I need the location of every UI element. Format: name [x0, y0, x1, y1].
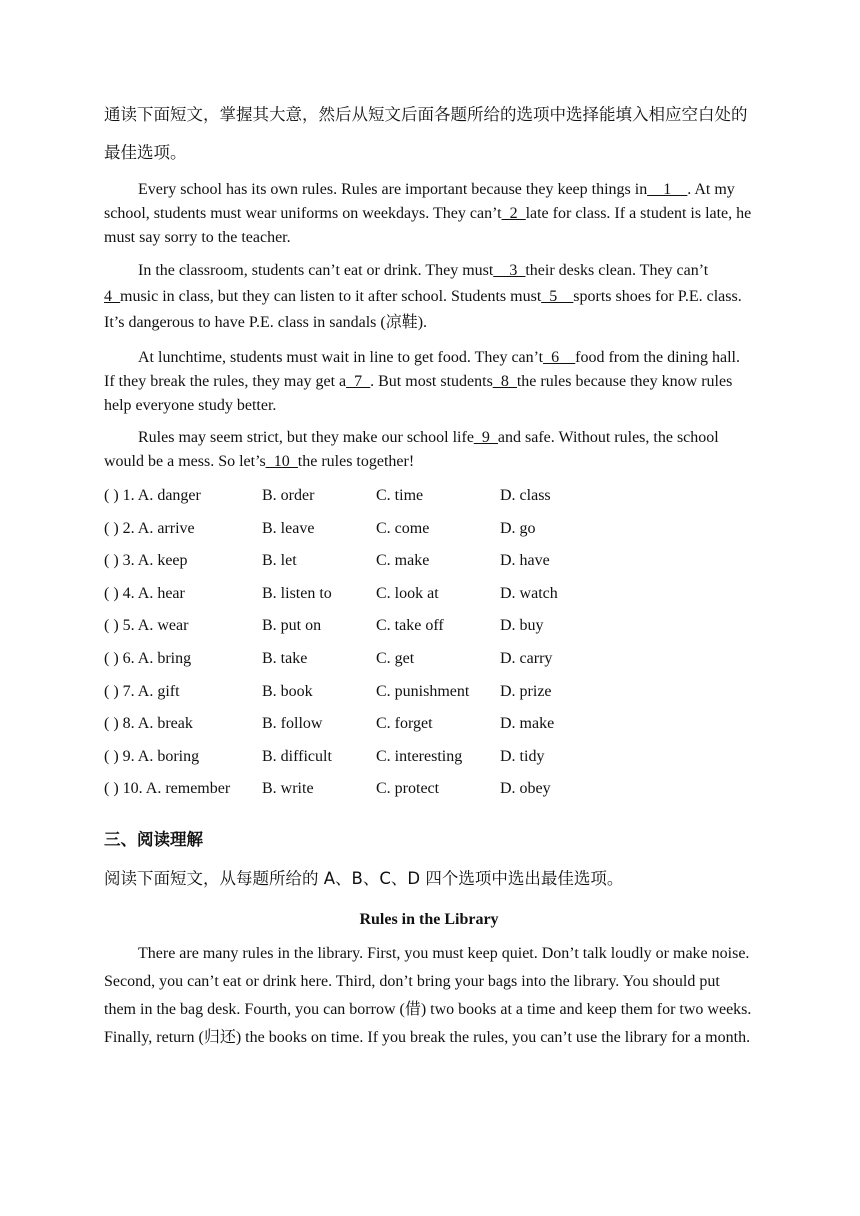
option-b: B. listen to: [262, 584, 332, 602]
option-a: ( ) 6. A. bring: [104, 649, 192, 667]
option-a: ( ) 2. A. arrive: [104, 519, 195, 537]
option-d: D. class: [500, 487, 551, 504]
option-d: D. tidy: [500, 747, 545, 765]
reading-passage: There are many rules in the library. First, you must keep quiet. Don’t talk loudly or make noise. Second, you can’t eat or drink here. Third, don’t bring your bags into the library. You should put them in the bag desk. Fourth, you can borrow (借) two books at a time and keep them for two weeks. Finally, return (归还) the books on time. If you break the rules, you can’t use the library for a month.: [104, 944, 752, 1046]
question-row: [104, 610, 754, 643]
option-b: B. order: [262, 487, 315, 504]
question-row: [104, 578, 754, 611]
option-b: B. book: [262, 682, 313, 700]
blank-9: _9_: [473, 429, 498, 446]
text: music in class, but they can listen to it after school. Students must: [120, 288, 542, 305]
option-b: B. take: [262, 649, 308, 667]
option-c: C. take off: [376, 617, 444, 635]
blank-1: __1__: [647, 181, 688, 198]
option-d: D. make: [500, 715, 555, 733]
option-c: C. make: [376, 552, 430, 570]
cloze-paragraph-3: [104, 346, 754, 418]
text: food from the dining hall. If they break the rules, they may get a: [104, 349, 740, 390]
option-a: ( ) 7. A. gift: [104, 682, 180, 700]
blank-5: _5__: [541, 288, 574, 305]
text: sports shoes for P.E. class. It’s dangerous to have P.E. class in sandals (凉鞋).: [104, 288, 742, 331]
option-d: D. carry: [500, 649, 553, 667]
reading-title: Rules in the Library: [359, 910, 499, 928]
option-a: ( ) 8. A. break: [104, 715, 193, 733]
cloze-instruction: 通读下面短文，掌握其大意，然后从短文后面各题所给的选项中选择能填入相应空白处的最佳选项。: [104, 105, 748, 162]
text: Every school has its own rules. Rules are important because they keep things in: [138, 181, 648, 198]
option-a: ( ) 5. A. wear: [104, 617, 189, 635]
reading-instruction: 阅读下面短文，从每题所给的 A、B、C、D 四个选项中选出最佳选项。: [104, 868, 624, 888]
option-a: ( ) 1. A. danger: [104, 487, 201, 504]
option-c: C. look at: [376, 584, 439, 602]
cloze-paragraph-4: [104, 426, 754, 474]
blank-10: _10_: [265, 453, 298, 470]
option-a: ( ) 3. A. keep: [104, 552, 188, 570]
option-b: B. difficult: [262, 747, 332, 765]
cloze-paragraph-1: [104, 178, 754, 250]
option-b: B. put on: [262, 617, 322, 635]
blank-4: 4_: [104, 288, 120, 305]
question-row: [104, 643, 754, 676]
text: In the classroom, students can’t eat or drink. They must: [138, 262, 494, 279]
option-c: C. come: [376, 519, 430, 537]
text: their desks clean. They can’t: [525, 262, 709, 279]
option-d: D. have: [500, 552, 550, 570]
blank-6: _6__: [543, 349, 576, 366]
question-row: [104, 513, 754, 546]
option-c: C. get: [376, 649, 415, 667]
cloze-paragraph-2: [104, 258, 754, 336]
question-row: [104, 773, 754, 806]
option-a: ( ) 9. A. boring: [104, 747, 200, 765]
text: the rules because they know rules help everyone study better.: [104, 373, 733, 414]
blank-8: _8_: [492, 373, 517, 390]
text: late for class. If a student is late, he must say sorry to the teacher.: [104, 205, 752, 246]
option-c: C. forget: [376, 715, 433, 733]
text: Rules may seem strict, but they make our school life: [138, 429, 474, 446]
text: . At my school, students must wear uniforms on weekdays. They can’t: [104, 181, 735, 222]
option-d: D. prize: [500, 682, 552, 700]
option-a: ( ) 4. A. hear: [104, 584, 185, 602]
option-b: B. let: [262, 552, 297, 570]
option-a: ( ) 10. A. remember: [104, 780, 231, 798]
option-c: C. interesting: [376, 747, 463, 765]
question-row: [104, 676, 754, 709]
text: and safe. Without rules, the school would be a mess. So let’s: [104, 429, 719, 470]
question-row: [104, 545, 754, 578]
option-d: D. watch: [500, 584, 558, 602]
option-c: C. protect: [376, 780, 440, 798]
question-options: [104, 480, 754, 806]
blank-7: _7_: [346, 373, 371, 390]
section-heading: 三、阅读理解: [104, 829, 203, 849]
option-c: C. time: [376, 487, 424, 504]
question-row: [104, 708, 754, 741]
question-row: [104, 741, 754, 774]
text: . But most students: [370, 373, 493, 390]
option-d: D. buy: [500, 617, 544, 635]
option-b: B. follow: [262, 715, 323, 733]
option-d: D. obey: [500, 780, 551, 798]
blank-3: __3_: [493, 262, 526, 279]
question-row: [104, 480, 754, 513]
option-d: D. go: [500, 519, 536, 537]
option-b: B. leave: [262, 519, 315, 537]
option-c: C. punishment: [376, 682, 470, 700]
text: At lunchtime, students must wait in line to get food. They can’t: [138, 349, 544, 366]
document-page: [104, 96, 754, 1052]
text: the rules together!: [297, 453, 415, 470]
option-b: B. write: [262, 780, 314, 798]
blank-2: _2_: [501, 205, 526, 222]
